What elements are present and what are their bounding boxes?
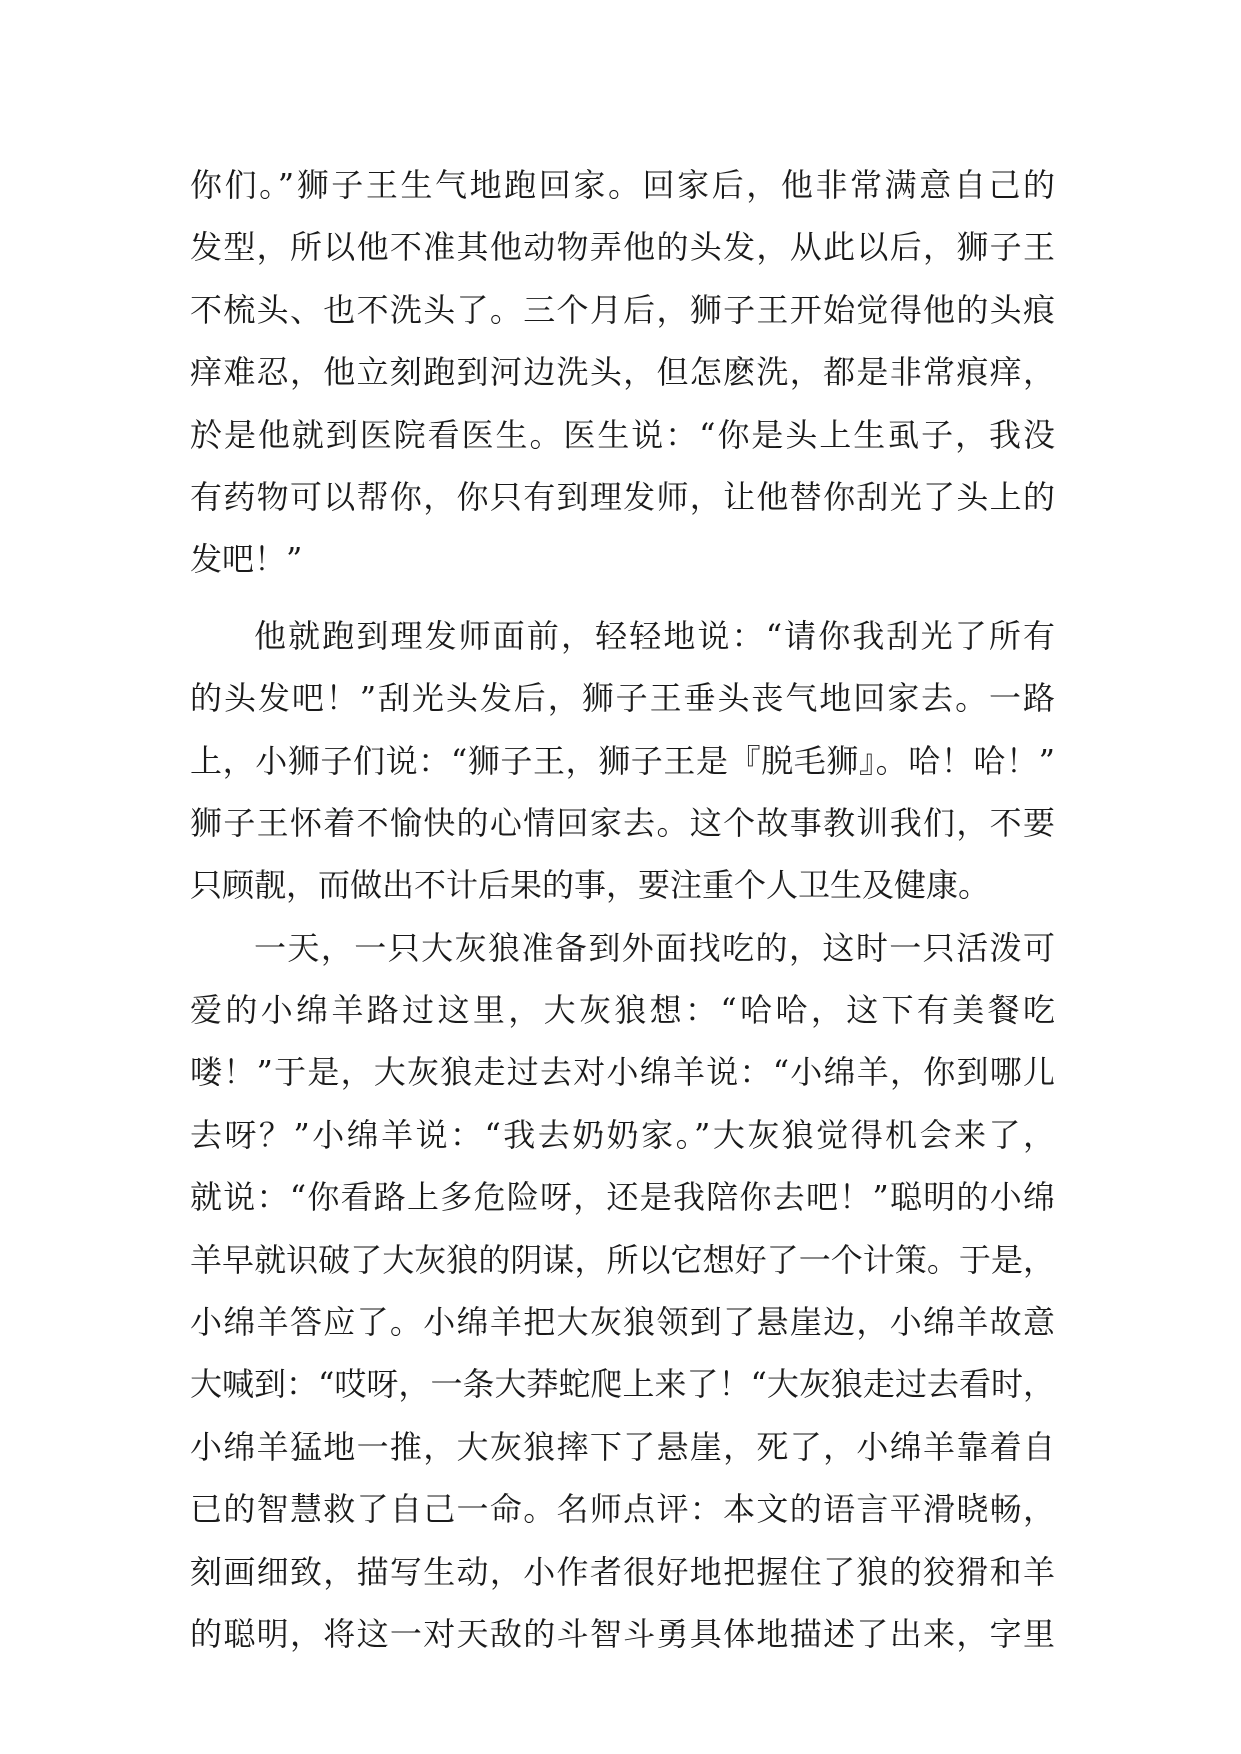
text-line: 有药物可以帮你，你只有到理发师，让他替你刮光了头上的 [190,477,1055,516]
text-line: 不梳头、也不洗头了。三个月后，狮子王开始觉得他的头痕 [190,290,1055,329]
text-line: 羊早就识破了大灰狼的阴谋，所以它想好了一个计策。于是， [190,1240,1055,1279]
text-line: 小绵羊答应了。小绵羊把大灰狼领到了悬崖边，小绵羊故意 [190,1303,1055,1342]
text-line: 刻画细致，描写生动，小作者很好地把握住了狼的狡猾和羊 [190,1552,1055,1591]
body-text [190,154,1055,1665]
text-line: 喽！”于是，大灰狼走过去对小绵羊说：“小绵羊，你到哪儿 [190,1053,1055,1092]
paragraph-spacing [190,591,1055,605]
text-line: 大喊到：“哎呀，一条大莽蛇爬上来了！“大灰狼走过去看时， [190,1365,1055,1404]
text-line: 发型，所以他不准其他动物弄他的头发，从此以后，狮子王 [190,228,1055,267]
paragraph-2 [190,605,1055,917]
paragraph-3 [190,917,1055,1666]
text-line: 你们。”狮子王生气地跑回家。回家后，他非常满意自己的 [190,166,1055,204]
text-line: 狮子王怀着不愉快的心情回家去。这个故事教训我们，不要 [190,803,1055,842]
text-line: 去呀？”小绵羊说：“我去奶奶家。”大灰狼觉得机会来了， [190,1115,1055,1154]
text-line: 的聪明，将这一对天敌的斗智斗勇具体地描述了出来，字里 [190,1614,1055,1653]
text-line: 他就跑到理发师面前，轻轻地说：“请你我刮光了所有 [254,616,1055,655]
text-line: 爱的小绵羊路过这里，大灰狼想：“哈哈，这下有美餐吃 [190,991,1055,1030]
text-line: 痒难忍，他立刻跑到河边洗头，但怎麽洗，都是非常痕痒， [190,353,1055,392]
text-line: 小绵羊猛地一推，大灰狼摔下了悬崖，死了，小绵羊靠着自 [190,1427,1055,1466]
text-line: 的头发吧！”刮光头发后，狮子王垂头丧气地回家去。一路 [190,679,1055,718]
text-line: 上，小狮子们说：“狮子王，狮子王是『脱毛狮』。哈！哈！” [190,741,1055,780]
text-line: 发吧！” [190,540,303,579]
text-line: 一天，一只大灰狼准备到外面找吃的，这时一只活泼可 [254,928,1055,967]
text-line: 已的智慧救了自己一命。名师点评：本文的语言平滑晓畅， [190,1490,1055,1529]
text-line: 只顾靓，而做出不计后果的事，要注重个人卫生及健康。 [190,866,991,905]
paragraph-1 [190,154,1055,591]
text-line: 於是他就到医院看医生。医生说：“你是头上生虱子，我没 [190,415,1055,454]
text-line: 就说：“你看路上多危险呀，还是我陪你去吧！”聪明的小绵 [190,1178,1055,1217]
